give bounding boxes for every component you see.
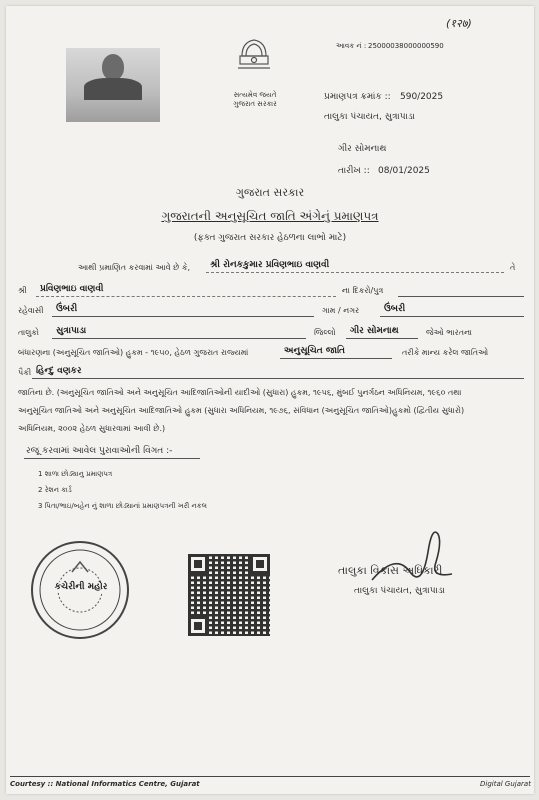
india-text: જેઓ ભારતના (426, 328, 473, 337)
cert-no: 590/2025 (400, 92, 444, 102)
gov-title: ગુજરાત સરકાર (235, 186, 305, 199)
stamp-text: કચેરીની મહોર (46, 582, 116, 592)
shri-label: શ્રી (18, 286, 27, 295)
national-emblem-icon (234, 36, 274, 90)
qr-code (188, 554, 270, 636)
caste-value: હિન્દુ વણકર (36, 366, 82, 376)
emblem-caption-2: ગુજરાત સરકાર (233, 100, 277, 108)
para-line-3: અધિનિયમ, ૨૦૦૨ હેઠળ સુધારવામાં આવી છે.) (18, 424, 166, 433)
certify-text: આથી પ્રમાણિત કરવામાં આવે છે કે, (78, 263, 191, 272)
proof-item (38, 470, 112, 479)
proof-number: 1 (38, 470, 43, 478)
cert-no-label: પ્રમાણપત્ર ક્રમાંક :: (324, 92, 391, 102)
emblem-caption-1: સત્યમેવ જયતે (233, 91, 277, 99)
para-line-1: જાતિના છે. (અનુસૂચિત જાતિઓ અને અનુસૂચિત આદિજાતિઓની યાદીઓ (સુધારા) હુકમ, ૧૯૫૬, મુંબઈ પુનર્ગઠન અધિનિયમ, ૧૯૬૦ તથા (18, 388, 462, 397)
constitution-text: બંધારણના (અનુસૂચિત જાતિઓ) હુકમ - ૧૯૫૦, હેઠળ ગુજરાત રાજ્યમાં (18, 348, 249, 357)
district-value: ગીર સોમનાથ (350, 326, 399, 336)
proof-text: શાળા છોડ્યાનુ પ્રમાણપત્ર (44, 470, 113, 478)
village-label: ગામ / નગર (322, 306, 360, 315)
date-value: 08/01/2025 (378, 166, 430, 176)
date-label: તારીખ :: (338, 166, 370, 176)
para-line-2: અનુસૂચિત જાતિઓ અને અનુસૂચિત આદિજાતિઓ હુકમ (સુધારા અધિનિયમ, ૧૯૭૬, સંવિધાન (અનુસૂચિત જાતિઓ)હુકમો (દ્વિતીય સુધારો) (18, 406, 465, 415)
footer-courtesy: Courtesy :: National Informatics Centre, Gujarat (10, 780, 200, 788)
resident-label: રહેવાસી (18, 306, 44, 315)
footer-brand: Digital Gujarat (480, 780, 531, 788)
father-name: પ્રવિણભાઇ વાણવી (40, 284, 104, 294)
inward-no: 25000038000000590 (368, 42, 444, 50)
cert-title: ગુજરાતની અનુસૂચિત જાતિ અંગેનું પ્રમાણપત્ર (161, 209, 379, 223)
proof-text: રેશન કાર્ડ (44, 486, 72, 494)
village-value: ઉંબરી (56, 304, 78, 314)
inward-no-label: આવક નં : (336, 42, 367, 50)
line1-end: તે (510, 263, 516, 272)
proof-number: 3 (38, 502, 43, 510)
taluka-label: તાલુકો (18, 328, 39, 337)
proof-item (38, 502, 207, 511)
district-label: જિલ્લો (314, 328, 336, 337)
signature-mark (366, 522, 456, 592)
taluka-value: સુત્રાપાડા (56, 326, 87, 336)
proofs-title: રજૂ કરવામાં આવેલ પુરાવાઓની વિગત :- (26, 446, 173, 456)
caste-category: અનુસૂચિત જાતિ (284, 346, 345, 356)
form-number: (१२७) (446, 17, 472, 30)
certificate-page (6, 6, 534, 794)
proof-text: પિતા/ભાઇ/બહેન નું શાળા છોડ્યાનાં પ્રમાણપત્રની ખરી નકલ (44, 502, 207, 510)
office-name: તાલુકા પંચાયત, સુત્રાપાડા (324, 112, 415, 122)
proof-item (38, 486, 72, 495)
recognized-text: તરીકે માન્ય કરેલ જાતિઓ (402, 348, 489, 357)
officer-title: તાલુકા વિકાસ અધિકારી (338, 564, 443, 577)
proof-number: 2 (38, 486, 43, 494)
applicant-name: શ્રી રોનકકુમાર પ્રવિણભાઇ વાણવી (210, 260, 330, 270)
officer-office: તાલુકા પંચાયત, સુત્રાપાડા (354, 586, 445, 596)
son-daughter-label: ના દિકરો/પુત્ર (342, 286, 384, 295)
caste-prefix: પૈકી (18, 368, 32, 377)
village-value-2: ઉંબરી (384, 304, 406, 314)
district-name: ગીર સોમનાથ (338, 144, 387, 154)
applicant-photo (66, 48, 160, 122)
cert-subtitle: (ફક્ત ગુજરાત સરકાર હેઠળના લાભો માટે) (193, 233, 347, 243)
